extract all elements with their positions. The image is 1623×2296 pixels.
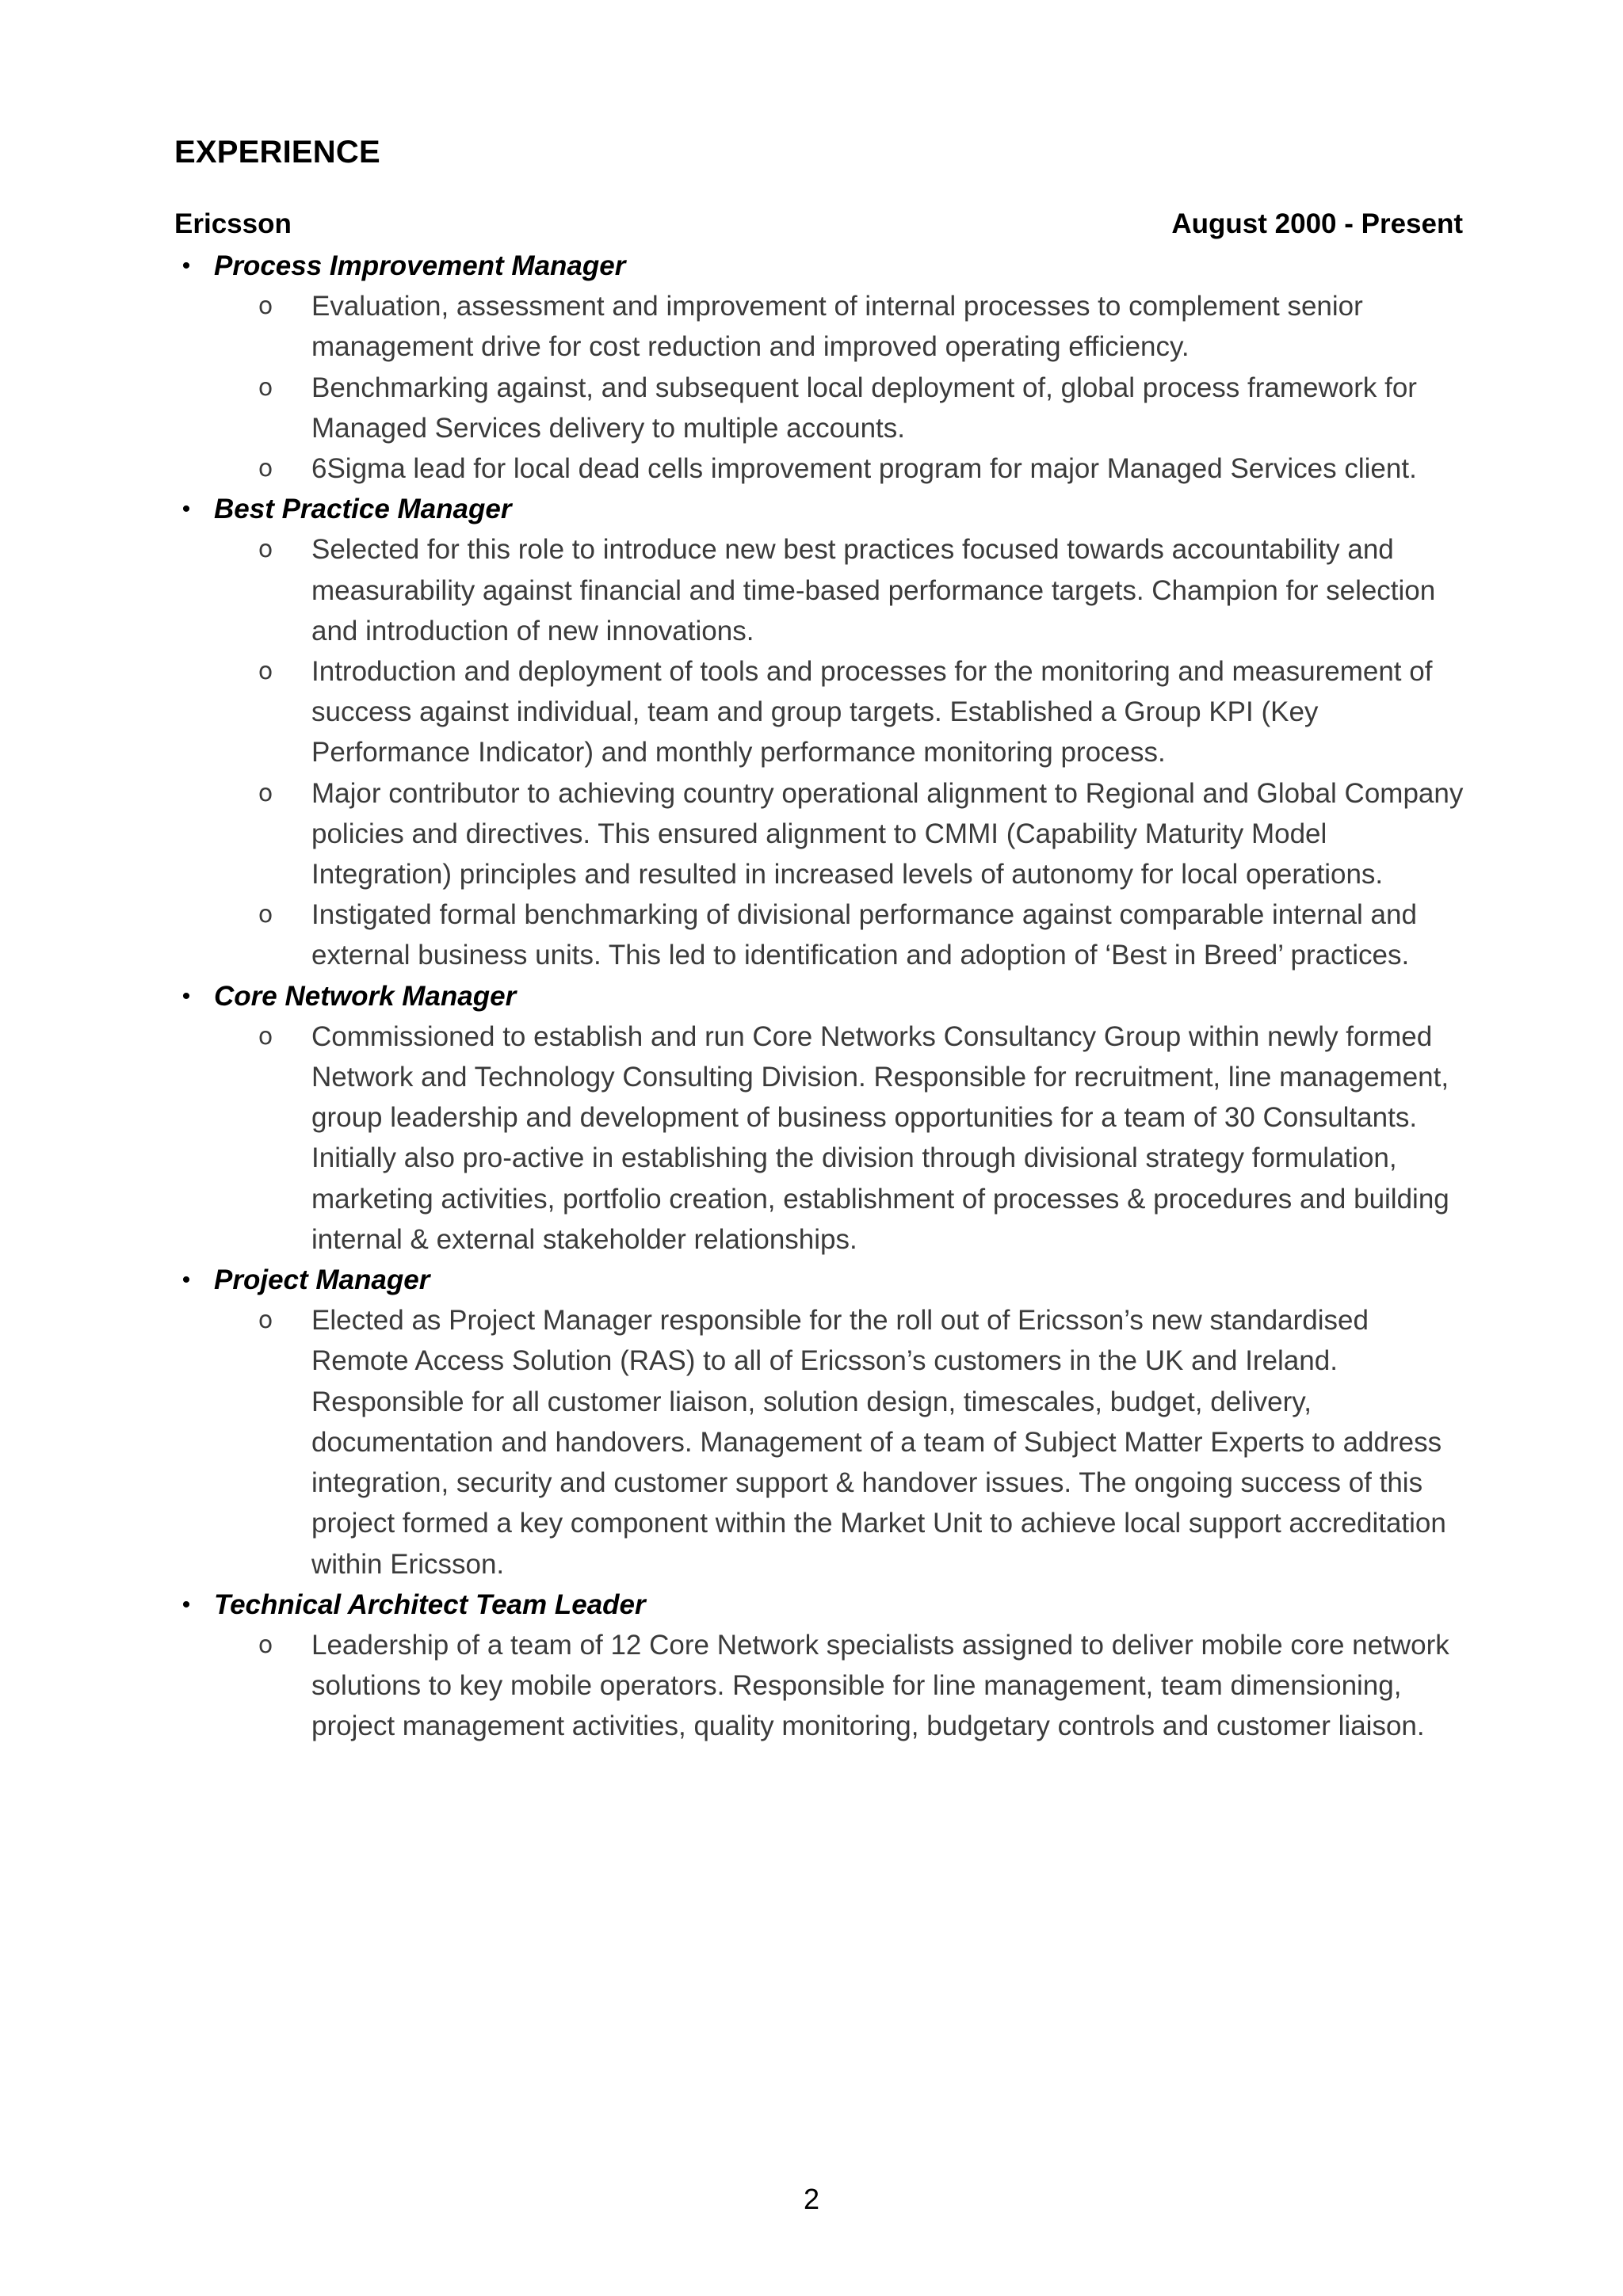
role-entry <box>174 976 1474 1260</box>
list-item-text: 6Sigma lead for local dead cells improvement program for major Managed Services client. <box>311 453 1417 485</box>
circle-bullet-icon: o <box>258 1630 273 1659</box>
list-item-text: Introduction and deployment of tools and processes for the monitoring and measurement of success against individual, team and group targets. Established a Group KPI (Key Performance Indicator) and monthly performance monitoring process. <box>311 656 1433 769</box>
role-items <box>214 286 1474 489</box>
role-title: Technical Architect Team Leader <box>214 1589 646 1620</box>
role-title: Core Network Manager <box>214 980 517 1012</box>
role-title: Best Practice Manager <box>214 494 512 525</box>
list-item <box>254 894 1468 975</box>
circle-bullet-icon: o <box>258 658 273 686</box>
role-entry <box>174 246 1474 489</box>
list-item <box>254 1016 1468 1260</box>
list-item-text: Evaluation, assessment and improvement of internal processes to complement senior management drive for cost reduction and improved operating efficiency. <box>311 291 1363 363</box>
list-item <box>254 773 1468 895</box>
list-item <box>254 529 1468 651</box>
list-item <box>254 651 1468 773</box>
list-item <box>254 286 1468 367</box>
page-number: 2 <box>803 2183 820 2215</box>
employment-dates: August 2000 - Present <box>1171 208 1463 239</box>
circle-bullet-icon: o <box>258 292 273 321</box>
circle-bullet-icon: o <box>258 455 273 483</box>
circle-bullet-icon: o <box>258 1306 273 1335</box>
role-items <box>214 1625 1474 1747</box>
list-item <box>254 448 1468 489</box>
employer-name: Ericsson <box>174 208 292 239</box>
bullet-icon: • <box>181 496 191 523</box>
role-title: Process Improvement Manager <box>214 250 626 281</box>
list-item <box>254 1300 1468 1584</box>
list-item-text: Benchmarking against, and subsequent local deployment of, global process framework for Managed Services delivery to multiple accounts. <box>311 372 1417 444</box>
employer-row <box>174 204 1463 245</box>
list-item-text: Major contributor to achieving country operational alignment to Regional and Global Company policies and directives. This ensured alignment to CMMI (Capability Maturity Model Integration) principles and resulted in increased levels of autonomy for local operations. <box>311 777 1464 891</box>
circle-bullet-icon: o <box>258 536 273 564</box>
role-items <box>214 529 1474 975</box>
list-item-text: Elected as Project Manager responsible for the roll out of Ericsson’s new standardised Remote Access Solution (RAS) to all of Ericsson’s customers in the UK and Ireland. Responsible for all customer liaison, solution design, timescales, budget, delivery, documentation and handovers. Management of a team of Subject Matter Experts to address integration, security and customer support & handover issues. The ongoing success of this project formed a key component within the Market Unit to achieve local support accreditation within Ericsson. <box>311 1305 1446 1580</box>
list-item-text: Instigated formal benchmarking of divisional performance against comparable internal and external business units. This led to identification and adoption of ‘Best in Breed’ practices. <box>311 899 1417 971</box>
list-item <box>254 1625 1468 1747</box>
role-title: Project Manager <box>214 1264 430 1296</box>
role-items <box>214 1300 1474 1584</box>
roles-list <box>174 246 1474 1747</box>
role-entry <box>174 489 1474 975</box>
circle-bullet-icon: o <box>258 779 273 807</box>
circle-bullet-icon: o <box>258 373 273 402</box>
bullet-icon: • <box>181 1591 191 1618</box>
section-title: EXPERIENCE <box>174 135 380 170</box>
role-entry <box>174 1260 1474 1585</box>
list-item <box>254 368 1468 448</box>
role-entry <box>174 1585 1474 1747</box>
role-items <box>214 1016 1474 1260</box>
bullet-icon: • <box>181 253 191 279</box>
bullet-icon: • <box>181 1267 191 1294</box>
list-item-text: Selected for this role to introduce new best practices focused towards accountability and measurability against financial and time-based performance targets. Champion for selection and introduction of new innovations. <box>311 534 1436 646</box>
circle-bullet-icon: o <box>258 901 273 929</box>
bullet-icon: • <box>181 982 191 1009</box>
circle-bullet-icon: o <box>258 1022 273 1051</box>
list-item-text: Leadership of a team of 12 Core Network specialists assigned to deliver mobile core network solutions to key mobile operators. Responsible for line management, team dimensioning, project management activities, quality monitoring, budgetary controls and customer liaison. <box>311 1629 1449 1742</box>
list-item-text: Commissioned to establish and run Core Networks Consultancy Group within newly formed Network and Technology Consulting Division. Responsible for recruitment, line management, group leadership and development of business opportunities for a team of 30 Consultants. Initially also pro-active in establishing the division through divisional strategy formulation, marketing activities, portfolio creation, establishment of processes & procedures and building internal & external stakeholder relationships. <box>311 1020 1449 1255</box>
